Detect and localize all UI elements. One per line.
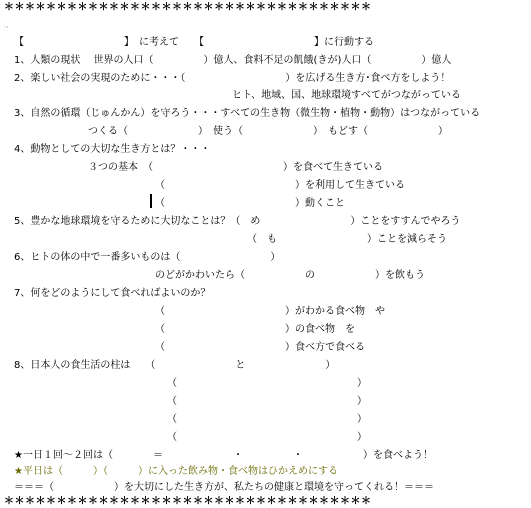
item-5-reduce: （ も ）ことを減らそう	[247, 234, 447, 245]
item-8-pillar-5: （ ）	[167, 432, 367, 443]
bottom-star-border: ＊＊＊＊＊＊＊＊＊＊＊＊＊＊＊＊＊＊＊＊＊＊＊＊＊＊＊＊＊＊＊＊＊＊＊	[4, 496, 372, 507]
item-6-body: 6、ヒトの体の中で一番多いものは（ ）	[14, 252, 281, 263]
paragraph-mark: .,	[4, 21, 9, 29]
item-7-how-to-eat: 7、何をどのようにして食べればよいのか？	[14, 288, 211, 299]
item-5-environment: 5、豊かな地球環境を守るために大切なことは？（ め ）ことをすすんでやろう	[14, 216, 461, 227]
heading-think-act: 【 】 に考えて 【 】に行動する	[14, 37, 374, 48]
item-7-eating-way: （ ）食べ方で食べる	[155, 342, 365, 353]
item-3-nature-cycle: 3、自然の循環（じゅんかん）を守ろう・・・すべての生き物（微生物・植物・動物）はつながっている	[14, 108, 481, 119]
item-2-happy-society: 2、楽しい社会の実現のために・・・（ ）を広げる生き方･食べ方をしよう！	[14, 73, 451, 84]
item-4-basic-move: （ ）動くこと	[155, 198, 345, 209]
item-1-population: 1、人類の現状 世界の人口（ ）億人、食料不足の飢餓(きが)人口（ ）億人	[14, 55, 452, 66]
item-6-drink: のどがかわいたら（ の ）を飲もう	[155, 270, 425, 281]
closing-message: ＝＝＝（ ）を大切にした生き方が、私たちの健康と環境を守ってくれる！＝＝＝	[14, 482, 434, 493]
item-8-pillar-4: （ ）	[167, 414, 367, 425]
item-8-japanese-diet: 8、日本人の食生活の柱は （ と ）	[14, 360, 336, 371]
text-cursor	[150, 194, 152, 208]
item-8-pillar-2: （ ）	[167, 378, 367, 389]
item-8-pillar-3: （ ）	[167, 396, 367, 407]
item-2-connection-note: ヒト、地域、国、地球環境すべてがつながっている	[232, 90, 461, 101]
item-7-seasonal-food: （ ）の食べ物 を	[155, 324, 355, 335]
star-note-weekday: ★平日は（ ）（ ）に入った飲み物・食べ物はひかえめにする	[14, 466, 338, 477]
item-3-make-use-return: つくる（ ） 使う（ ） もどす（ ）	[88, 126, 448, 137]
item-4-basic-eat: ３つの基本 （ ）を食べて生きている	[88, 162, 383, 173]
item-4-animal-life: 4、動物としての大切な生き方とは？・・・	[14, 144, 211, 155]
item-7-known-food: （ ）がわかる食べ物 や	[155, 306, 385, 317]
item-4-basic-use: （ ）を利用して生きている	[155, 180, 405, 191]
top-star-border: ＊＊＊＊＊＊＊＊＊＊＊＊＊＊＊＊＊＊＊＊＊＊＊＊＊＊＊＊＊＊＊＊＊＊＊	[4, 2, 372, 13]
star-note-daily: ★一日１回～２回は（ ＝ ・ ・ ）を食べよう！	[14, 450, 433, 461]
